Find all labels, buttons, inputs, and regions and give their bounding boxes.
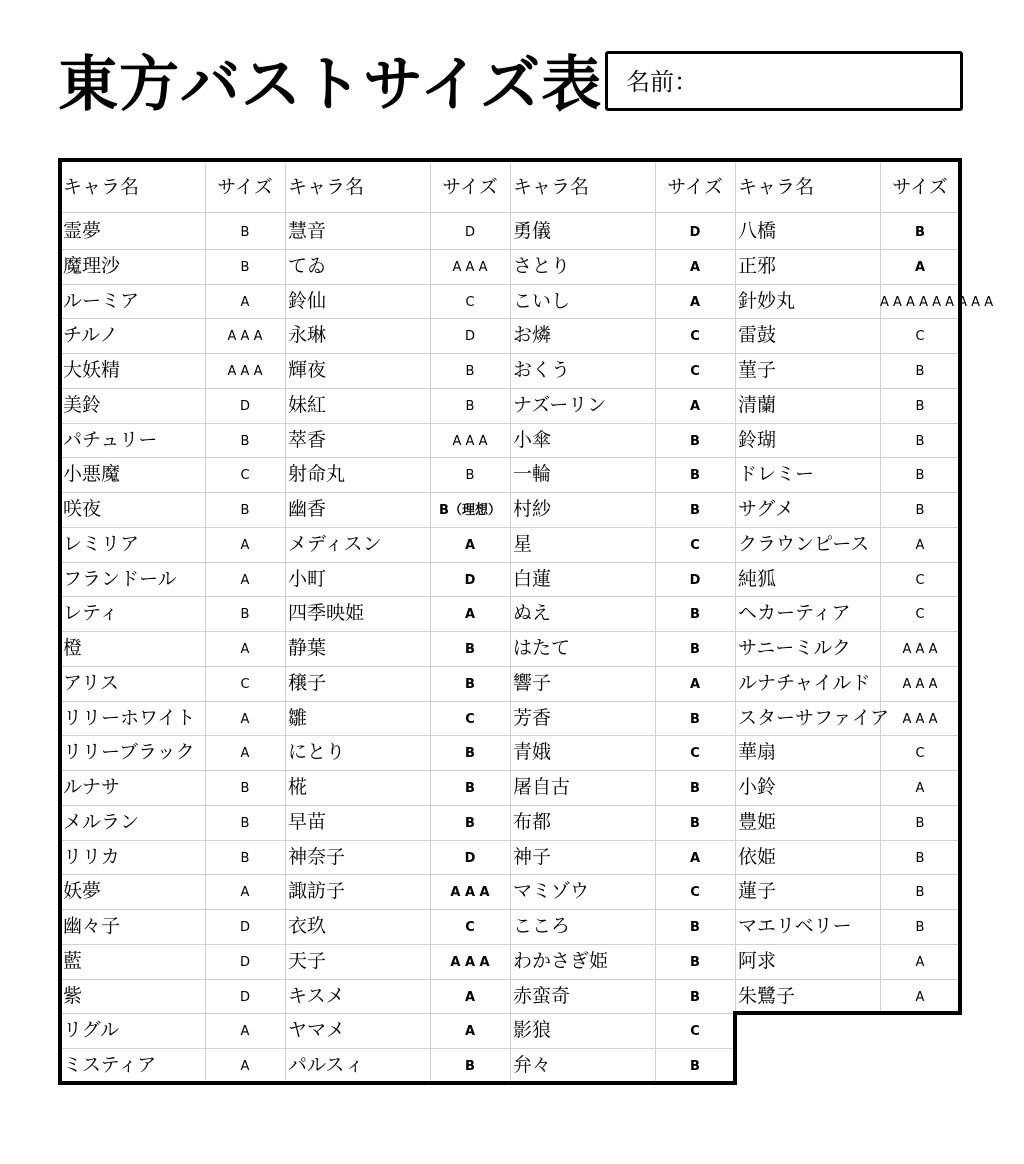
- bust-size: C: [690, 1024, 700, 1040]
- bust-size: B: [915, 503, 925, 518]
- character-name: 静葉: [288, 637, 327, 659]
- character-name: 清蘭: [738, 393, 777, 416]
- bust-size: A A A: [450, 885, 490, 901]
- character-name: 永琳: [288, 324, 327, 347]
- character-name: マミゾウ: [513, 880, 590, 903]
- bust-size: B: [240, 815, 250, 831]
- bust-size: B: [690, 920, 700, 935]
- character-name: アリス: [63, 671, 119, 694]
- character-name: ヘカーティア: [738, 602, 851, 625]
- bust-size: A A A A A A A A A: [880, 294, 994, 310]
- character-name: 勇儀: [513, 220, 552, 242]
- bust-size: A: [915, 989, 925, 1005]
- header-name: キャラ名: [738, 176, 815, 198]
- character-name: 椛: [288, 776, 308, 798]
- character-name: 大妖精: [63, 359, 121, 381]
- character-name: おくう: [513, 359, 571, 381]
- bust-size: A: [240, 1059, 250, 1074]
- bust-size: C: [240, 676, 250, 692]
- header-name: キャラ名: [513, 176, 590, 198]
- bust-size: A A A: [227, 329, 263, 345]
- name-label: 名前：: [626, 68, 698, 96]
- bust-size: D: [464, 850, 476, 866]
- bust-size: C: [240, 468, 250, 484]
- bust-size: B: [690, 711, 700, 727]
- character-name: ミスティア: [63, 1054, 157, 1076]
- bust-size: C: [690, 537, 700, 553]
- character-name: 穣子: [288, 671, 327, 694]
- character-name: ぬえ: [513, 602, 552, 625]
- character-name: 菫子: [738, 359, 777, 381]
- bust-size: C: [465, 711, 475, 727]
- character-name: フランドール: [63, 567, 177, 590]
- bust-size: B: [915, 225, 925, 240]
- bust-size: B: [240, 259, 250, 275]
- bust-size: A: [689, 259, 701, 275]
- character-name: わかさぎ姫: [513, 949, 609, 972]
- bust-size: D: [464, 329, 475, 345]
- character-name: キスメ: [288, 984, 345, 1007]
- bust-size: B: [915, 468, 925, 484]
- bust-size: B: [690, 954, 700, 970]
- character-name: 神子: [513, 845, 552, 868]
- header-size: サイズ: [667, 176, 723, 198]
- bust-size: B: [915, 885, 925, 901]
- character-name: 雷鼓: [738, 324, 777, 347]
- bust-size: A A A: [450, 954, 490, 970]
- bust-size: A: [240, 642, 250, 657]
- bust-size: C: [465, 920, 475, 935]
- bust-size: D: [464, 225, 475, 240]
- bust-size: B（理想）: [439, 503, 501, 518]
- header-size: サイズ: [217, 176, 273, 198]
- bust-size: B: [915, 364, 925, 379]
- character-name: 豊姫: [738, 810, 777, 833]
- bust-size: A: [689, 850, 701, 866]
- bust-size: A A A: [902, 642, 938, 657]
- character-name: 響子: [513, 671, 552, 694]
- bust-size: A A A: [902, 676, 938, 692]
- character-name: リリーブラック: [63, 741, 195, 764]
- bust-size: A: [240, 572, 250, 588]
- character-name: 雛: [288, 706, 308, 729]
- bust-size: B: [915, 433, 925, 449]
- bust-size: B: [465, 781, 475, 796]
- character-name: 赤蛮奇: [513, 984, 571, 1007]
- bust-size: C: [915, 572, 925, 588]
- character-name: 幽々子: [63, 915, 121, 937]
- character-name: 朱鷺子: [738, 984, 796, 1007]
- bust-size: B: [465, 1059, 475, 1074]
- character-name: ドレミー: [738, 463, 815, 486]
- character-name: ヤマメ: [288, 1019, 346, 1042]
- character-name: 華扇: [738, 741, 777, 764]
- character-name: さとり: [513, 254, 571, 277]
- character-name: 小鈴: [738, 776, 777, 798]
- bust-size: B: [240, 225, 250, 240]
- character-name: パチュリー: [63, 428, 158, 451]
- bust-size: B: [465, 642, 475, 657]
- bust-size: B: [465, 815, 475, 831]
- character-name: メルラン: [63, 810, 140, 833]
- bust-size: B: [915, 398, 925, 414]
- character-name: 四季映姫: [288, 602, 365, 625]
- character-name: 白蓮: [513, 567, 552, 590]
- bust-size: A: [240, 537, 250, 553]
- character-name: こいし: [513, 289, 571, 312]
- bust-size: A: [240, 711, 250, 727]
- header-name: キャラ名: [63, 176, 140, 198]
- bust-size: C: [915, 746, 925, 762]
- character-name: ルーミア: [63, 289, 140, 312]
- bust-size: B: [690, 815, 700, 831]
- character-name: 鈴瑚: [738, 428, 777, 451]
- character-name: リリカ: [63, 845, 120, 868]
- bust-size: A: [689, 294, 701, 310]
- bust-size: A: [240, 1024, 250, 1040]
- character-name: 諏訪子: [288, 880, 346, 903]
- character-name: 純狐: [738, 567, 777, 590]
- character-name: 八橋: [738, 220, 777, 242]
- character-name: 射命丸: [288, 463, 346, 486]
- character-name: 正邪: [738, 254, 777, 277]
- bust-size: C: [690, 885, 700, 901]
- character-name: てゐ: [288, 254, 327, 277]
- bust-size: B: [690, 503, 700, 518]
- bust-size: A: [464, 989, 476, 1005]
- character-name: 針妙丸: [738, 289, 796, 312]
- character-name: 紫: [63, 984, 83, 1007]
- character-name: サグメ: [738, 498, 795, 520]
- bust-size: A A A: [227, 364, 263, 379]
- character-name: ナズーリン: [513, 393, 607, 416]
- bust-size: B: [465, 398, 475, 414]
- bust-size: D: [239, 989, 250, 1005]
- bust-size: D: [689, 225, 701, 240]
- bust-size: D: [239, 398, 250, 414]
- character-name: 橙: [63, 637, 83, 659]
- bust-size: B: [915, 850, 925, 866]
- character-name: 萃香: [288, 428, 327, 451]
- character-name: 美鈴: [63, 393, 102, 416]
- character-name: 早苗: [288, 810, 327, 833]
- character-name: 咲夜: [63, 498, 102, 520]
- character-name: レミリア: [63, 532, 140, 555]
- character-name: 小悪魔: [63, 463, 121, 486]
- bust-size: A: [914, 259, 926, 275]
- character-name: 蓮子: [738, 880, 777, 903]
- character-name: 魔理沙: [63, 254, 121, 277]
- bust-size: A: [240, 885, 250, 901]
- character-name: 一輪: [513, 463, 552, 486]
- bust-size: A A A: [902, 711, 938, 727]
- character-name: ルナサ: [63, 776, 121, 798]
- bust-size: B: [690, 433, 700, 449]
- character-name: 村紗: [513, 498, 552, 520]
- character-name: マエリベリー: [738, 915, 852, 937]
- character-name: はたて: [513, 637, 571, 659]
- character-name: ルナチャイルド: [738, 671, 871, 694]
- bust-size: A: [464, 607, 476, 623]
- character-name: 弁々: [513, 1054, 552, 1076]
- character-name: 衣玖: [288, 915, 327, 937]
- bust-size: D: [239, 954, 250, 970]
- bust-size: B: [465, 364, 475, 379]
- character-name: メディスン: [288, 532, 382, 555]
- bust-size: B: [240, 781, 250, 796]
- bust-size: B: [465, 746, 475, 762]
- bust-size: B: [690, 989, 700, 1005]
- character-name: 屠自古: [513, 776, 571, 798]
- bust-size: B: [240, 850, 250, 866]
- character-name: 布都: [513, 810, 552, 833]
- character-name: にとり: [288, 741, 346, 764]
- character-name: 鈴仙: [288, 289, 327, 312]
- bust-size: A: [915, 781, 925, 796]
- bust-size: C: [690, 329, 700, 345]
- bust-size: A A A: [452, 433, 488, 449]
- bust-size: D: [464, 572, 476, 588]
- character-name: クラウンピース: [738, 532, 870, 555]
- character-name: 霊夢: [63, 220, 102, 242]
- bust-size: C: [465, 294, 475, 310]
- character-name: 天子: [288, 949, 327, 972]
- character-name: 藍: [63, 949, 83, 972]
- bust-size: D: [239, 920, 250, 935]
- bust-size: B: [690, 607, 700, 623]
- bust-size: C: [915, 329, 925, 345]
- bust-size: A: [689, 398, 701, 414]
- header-size: サイズ: [892, 176, 948, 198]
- bust-size: A: [689, 676, 701, 692]
- bust-size: D: [689, 572, 701, 588]
- bust-size: B: [465, 676, 475, 692]
- character-name: 依姫: [738, 845, 777, 868]
- bust-size: A: [915, 954, 925, 970]
- character-name: リリーホワイト: [63, 706, 196, 729]
- character-name: スターサファイア: [738, 706, 890, 729]
- character-name: 小町: [288, 567, 327, 590]
- character-name: パルスィ: [288, 1054, 365, 1076]
- bust-size: B: [915, 920, 925, 935]
- bust-size: B: [915, 815, 925, 831]
- character-name: 星: [513, 532, 533, 555]
- bust-size: B: [690, 781, 700, 796]
- bust-size: B: [240, 607, 250, 623]
- bust-size: A: [240, 294, 250, 310]
- bust-size: B: [465, 468, 475, 484]
- character-name: レティ: [63, 602, 119, 625]
- character-name: リグル: [63, 1019, 120, 1042]
- header-name: キャラ名: [288, 176, 365, 198]
- bust-size: A: [915, 537, 925, 553]
- bust-size: A: [240, 746, 250, 762]
- bust-size: B: [240, 503, 250, 518]
- character-name: 妹紅: [288, 393, 327, 416]
- bust-size: C: [915, 607, 925, 623]
- character-name: 妖夢: [63, 880, 102, 903]
- bust-size: C: [690, 364, 700, 379]
- character-name: 影狼: [513, 1019, 552, 1042]
- bust-size: C: [690, 746, 700, 762]
- character-name: 小傘: [513, 428, 552, 451]
- character-name: 輝夜: [288, 359, 327, 381]
- bust-size: B: [690, 642, 700, 657]
- page-title: 東方バストサイズ表: [58, 50, 603, 120]
- character-name: こころ: [513, 915, 571, 937]
- character-name: チルノ: [63, 324, 119, 347]
- character-name: お燐: [513, 324, 552, 347]
- character-name: 神奈子: [288, 845, 346, 868]
- bust-size: B: [690, 468, 700, 484]
- bust-size: B: [690, 1059, 700, 1074]
- character-name: 芳香: [513, 706, 552, 729]
- character-name: 阿求: [738, 949, 777, 972]
- bust-size: B: [240, 433, 250, 449]
- bust-size: A: [464, 1024, 476, 1040]
- character-name: 青娥: [513, 741, 552, 764]
- character-name: 慧音: [288, 220, 327, 242]
- character-name: サニーミルク: [738, 637, 851, 659]
- character-name: 幽香: [288, 498, 327, 520]
- bust-size: A: [464, 537, 476, 553]
- bust-size: A A A: [452, 259, 488, 275]
- header-size: サイズ: [442, 176, 498, 198]
- table-border: [60, 160, 994, 1083]
